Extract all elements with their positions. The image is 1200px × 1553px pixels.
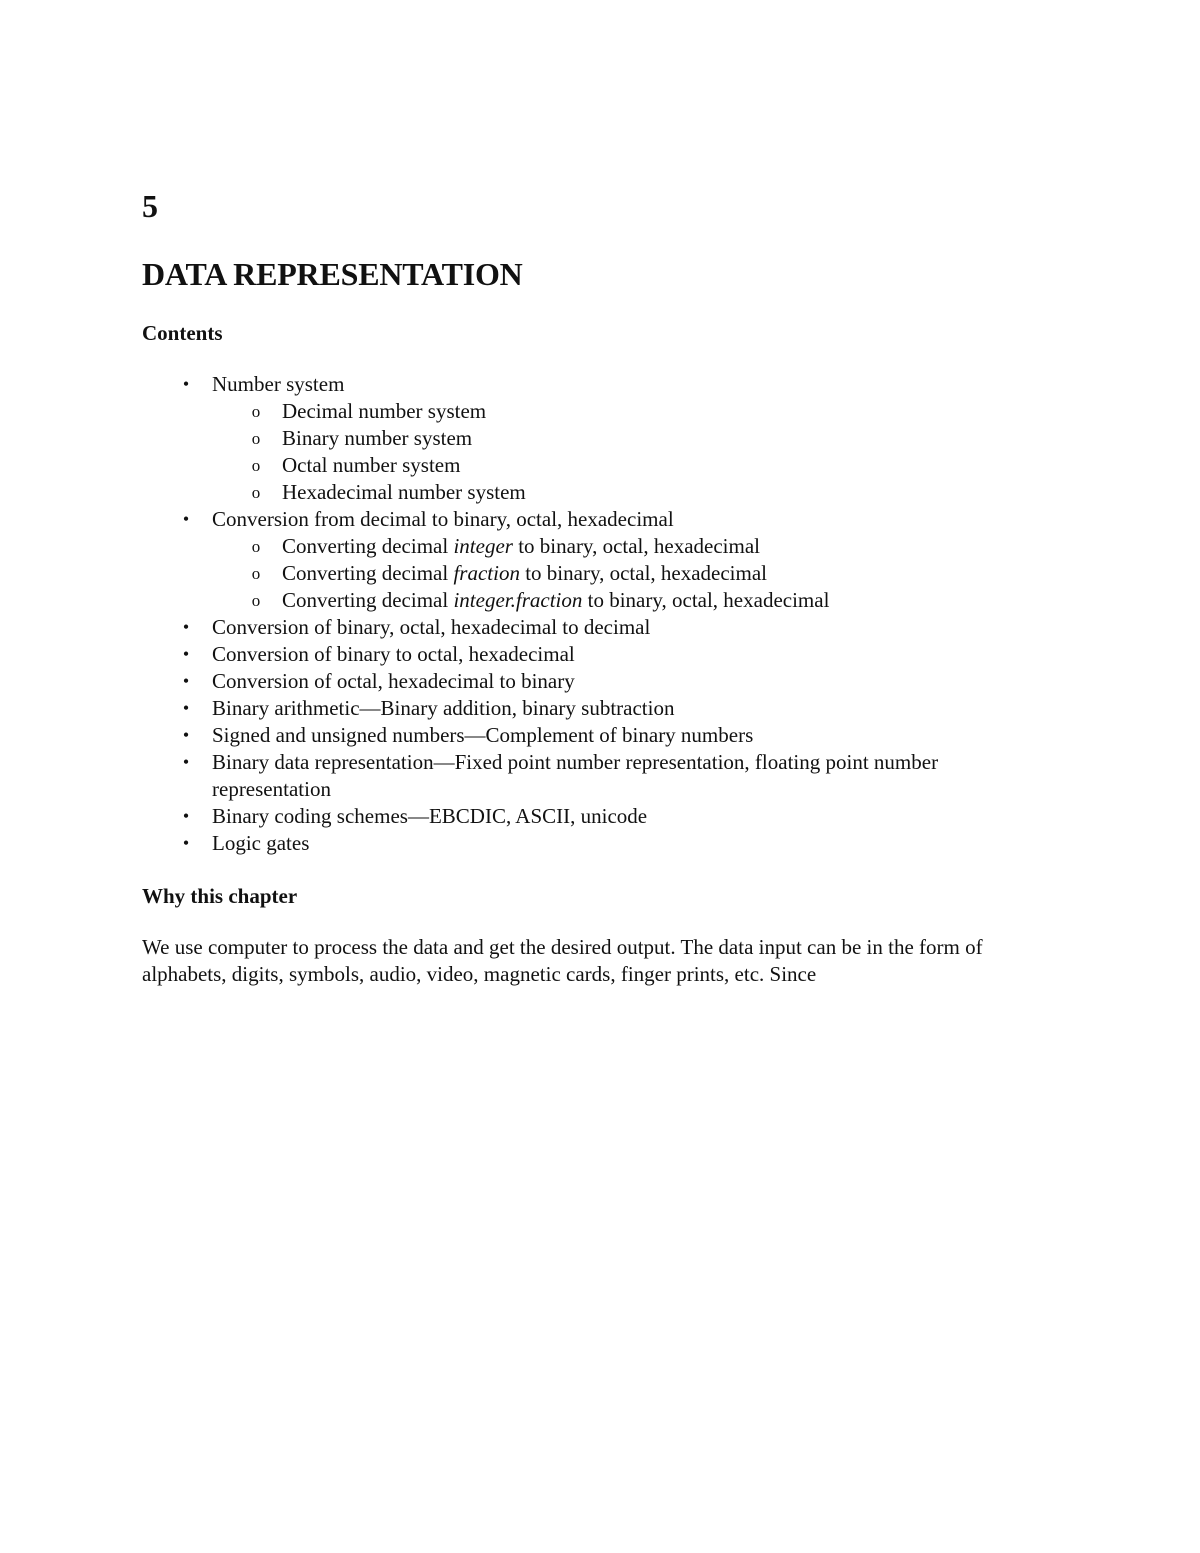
- contents-item-label: Conversion from decimal to binary, octal, hexadecimal: [212, 507, 674, 531]
- contents-subitem-emphasis: integer.fraction: [453, 588, 583, 612]
- sub-bullet-icon: o: [251, 483, 261, 502]
- sub-bullet-icon: o: [251, 402, 261, 421]
- contents-item-label: Binary data representation—Fixed point number representation, floating point number representation: [212, 750, 939, 801]
- contents-item: [142, 830, 1042, 857]
- bullet-icon: •: [182, 671, 190, 691]
- bullet-icon: •: [182, 725, 190, 745]
- sub-bullet-icon: o: [251, 537, 261, 556]
- contents-subitem-label: Decimal number system: [282, 399, 487, 423]
- contents-item: [142, 803, 1042, 830]
- contents-item: [142, 722, 1042, 749]
- contents-item-label: Conversion of binary, octal, hexadecimal to decimal: [212, 615, 651, 639]
- contents-item-label: Conversion of binary to octal, hexadecimal: [212, 642, 575, 666]
- bullet-icon: •: [182, 752, 190, 772]
- contents-item: [142, 695, 1042, 722]
- contents-item-label: Logic gates: [212, 831, 310, 855]
- contents-subitem-text-post: to binary, octal, hexadecimal: [519, 561, 768, 585]
- contents-sublist: [212, 533, 1042, 614]
- contents-subitem: [212, 425, 1042, 452]
- contents-item: [142, 371, 1042, 506]
- contents-subitem-emphasis: integer: [453, 534, 513, 558]
- bullet-icon: •: [182, 698, 190, 718]
- why-heading: Why this chapter: [142, 884, 298, 908]
- contents-subitem: [212, 533, 1042, 560]
- contents-item-label: Binary arithmetic—Binary addition, binary subtraction: [212, 696, 675, 720]
- contents-item: [142, 614, 1042, 641]
- why-paragraph: We use computer to process the data and get the desired output. The data input can be in the form of alphabets, digits, symbols, audio, video, magnetic cards, finger prints, etc. Since: [142, 935, 983, 986]
- contents-subitem-text-post: to binary, octal, hexadecimal: [582, 588, 830, 612]
- page-content: [142, 186, 1042, 988]
- contents-subitem-label: Hexadecimal number system: [282, 480, 526, 504]
- sub-bullet-icon: o: [251, 564, 261, 583]
- contents-subitem: [212, 479, 1042, 506]
- sub-bullet-icon: o: [251, 591, 261, 610]
- chapter-title: DATA REPRESENTATION: [142, 256, 523, 292]
- contents-subitem-text-pre: Converting decimal: [282, 534, 454, 558]
- contents-subitem-emphasis: fraction: [453, 561, 520, 585]
- sub-bullet-icon: o: [251, 429, 261, 448]
- chapter-number: 5: [142, 188, 158, 224]
- bullet-icon: •: [182, 374, 190, 394]
- contents-item: [142, 506, 1042, 614]
- contents-item: [142, 641, 1042, 668]
- contents-subitem: [212, 587, 1042, 614]
- contents-item-label: Binary coding schemes—EBCDIC, ASCII, unicode: [212, 804, 648, 828]
- bullet-icon: •: [182, 509, 190, 529]
- contents-subitem-text-post: to binary, octal, hexadecimal: [512, 534, 760, 558]
- contents-item-label: Conversion of octal, hexadecimal to binary: [212, 669, 575, 693]
- contents-subitem-text-pre: Converting decimal: [282, 561, 454, 585]
- contents-subitem-label: Octal number system: [282, 453, 461, 477]
- contents-subitem: [212, 398, 1042, 425]
- contents-subitem-text-pre: Converting decimal: [282, 588, 454, 612]
- contents-heading: Contents: [142, 321, 223, 345]
- contents-subitem: [212, 560, 1042, 587]
- contents-item: [142, 749, 1042, 803]
- contents-item: [142, 668, 1042, 695]
- bullet-icon: •: [182, 617, 190, 637]
- contents-list: [142, 371, 1042, 857]
- contents-item-label: Number system: [212, 372, 345, 396]
- bullet-icon: •: [182, 833, 190, 853]
- sub-bullet-icon: o: [251, 456, 261, 475]
- contents-subitem: [212, 452, 1042, 479]
- bullet-icon: •: [182, 644, 190, 664]
- contents-item-label: Signed and unsigned numbers—Complement of binary numbers: [212, 723, 754, 747]
- contents-subitem-label: Binary number system: [282, 426, 473, 450]
- bullet-icon: •: [182, 806, 190, 826]
- contents-sublist: [212, 398, 1042, 506]
